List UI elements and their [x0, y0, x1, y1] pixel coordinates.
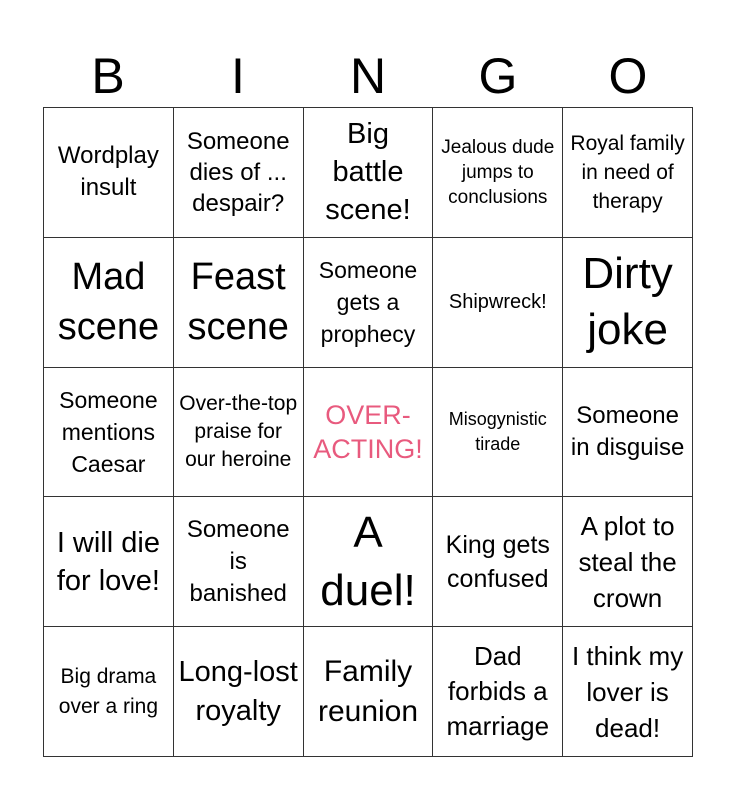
bingo-cell[interactable]	[433, 368, 563, 498]
cell-text: Wordplay insult	[57, 142, 159, 202]
cell-text: OVER-ACTING!	[313, 399, 423, 464]
bingo-cell[interactable]	[304, 627, 434, 757]
bingo-cell[interactable]	[433, 497, 563, 627]
cell-text: Misogynistic tirade	[448, 408, 547, 454]
bingo-cell[interactable]	[563, 627, 693, 757]
bingo-cell[interactable]	[174, 627, 304, 757]
bingo-cell[interactable]	[304, 108, 434, 238]
bingo-cell[interactable]	[563, 497, 693, 627]
cell-text: Shipwreck!	[448, 291, 547, 314]
cell-text: Family reunion	[317, 654, 419, 728]
bingo-cell[interactable]	[433, 238, 563, 368]
cell-text: King gets confused	[445, 530, 550, 593]
cell-text: I think my lover is dead!	[571, 640, 684, 743]
cell-text: A plot to steal the crown	[578, 510, 677, 613]
cell-text: Over-the-top praise for our heroine	[179, 391, 298, 471]
bingo-cell[interactable]	[174, 368, 304, 498]
cell-text: Someone dies of ... despair?	[186, 127, 290, 217]
bingo-cell[interactable]	[563, 368, 693, 498]
cell-text: Jealous dude jumps to conclusions	[441, 136, 555, 208]
bingo-cell[interactable]	[433, 627, 563, 757]
cell-text: Mad scene	[57, 256, 160, 349]
cell-text: Big battle scene!	[325, 118, 411, 227]
bingo-cell[interactable]	[304, 238, 434, 368]
cell-text: I will die for love!	[56, 526, 160, 597]
cell-text: Dirty joke	[582, 249, 673, 355]
bingo-cell[interactable]	[563, 108, 693, 238]
header-letter-n: N	[349, 48, 387, 104]
bingo-cell[interactable]	[174, 108, 304, 238]
bingo-cell[interactable]	[44, 627, 174, 757]
bingo-grid	[43, 107, 693, 757]
cell-text: Someone gets a prophecy	[318, 257, 418, 348]
cell-text: Long-lost royalty	[178, 655, 298, 727]
bingo-cell[interactable]	[44, 497, 174, 627]
cell-text: Someone in disguise	[570, 401, 685, 461]
bingo-cell[interactable]	[174, 238, 304, 368]
cell-text: Royal family in need of therapy	[570, 131, 685, 213]
bingo-cell[interactable]	[433, 108, 563, 238]
bingo-cell-free[interactable]	[304, 368, 434, 498]
cell-text: Someone mentions Caesar	[59, 386, 158, 477]
bingo-cell[interactable]	[44, 108, 174, 238]
cell-text: Someone is banished	[186, 515, 290, 607]
bingo-cell[interactable]	[304, 497, 434, 627]
bingo-cell[interactable]	[44, 368, 174, 498]
header-letter-o: O	[608, 48, 648, 104]
bingo-cell[interactable]	[44, 238, 174, 368]
bingo-header	[43, 45, 693, 107]
header-letter-g: G	[478, 48, 518, 104]
bingo-cell[interactable]	[563, 238, 693, 368]
header-letter-b: B	[91, 48, 125, 104]
cell-text: Big drama over a ring	[58, 664, 158, 718]
cell-text: Feast scene	[187, 256, 289, 349]
cell-text: A duel!	[320, 507, 416, 615]
bingo-cell[interactable]	[174, 497, 304, 627]
header-letter-i: I	[231, 48, 245, 104]
cell-text: Dad forbids a marriage	[446, 641, 550, 742]
